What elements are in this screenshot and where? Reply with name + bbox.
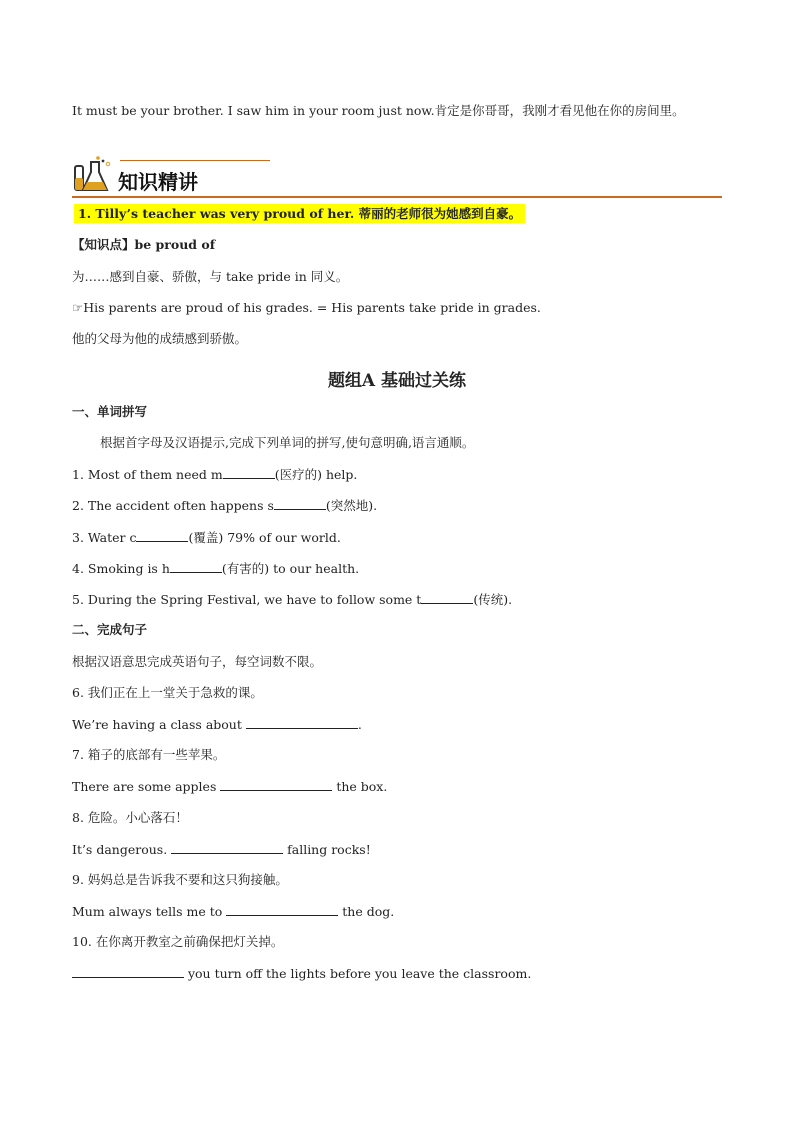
question-chinese: 10. 在你离开教室之前确保把灯关掉。 bbox=[72, 934, 284, 949]
answer-blank[interactable] bbox=[72, 965, 184, 978]
list-item: 4. Smoking is h (有害的) to our health. bbox=[72, 561, 360, 576]
list-item: There are some apples the box. bbox=[72, 779, 388, 794]
list-item: We’re having a class about . bbox=[72, 717, 362, 732]
answer-blank[interactable] bbox=[274, 497, 326, 510]
knowledge-meaning: 为……感到自豪、骄傲，与 take pride in 同义。 bbox=[72, 269, 349, 284]
part2-heading: 二、完成句子 bbox=[72, 622, 148, 637]
part1-heading: 一、单词拼写 bbox=[72, 404, 148, 419]
answer-blank[interactable] bbox=[171, 841, 283, 854]
section-header bbox=[72, 152, 722, 198]
question-chinese: 9. 妈妈总是告诉我不要和这只狗接触。 bbox=[72, 872, 288, 887]
answer-blank[interactable] bbox=[170, 560, 222, 573]
part1-instruction: 根据首字母及汉语提示,完成下列单词的拼写,使句意明确,语言通顺。 bbox=[100, 435, 475, 450]
header-bottom-rule bbox=[72, 196, 722, 198]
answer-blank[interactable] bbox=[136, 529, 188, 542]
example-chinese: 他的父母为他的成绩感到骄傲。 bbox=[72, 331, 248, 346]
answer-blank[interactable] bbox=[220, 778, 332, 791]
part2-instruction: 根据汉语意思完成英语句子，每空词数不限。 bbox=[72, 654, 323, 669]
header-top-rule bbox=[120, 160, 270, 161]
list-item: 2. The accident often happens s (突然地). bbox=[72, 498, 378, 513]
highlighted-sentence: 1. Tilly’s teacher was very proud of her. 蒂丽的老师很为她感到自豪。 bbox=[74, 204, 525, 223]
list-item: It’s dangerous. falling rocks! bbox=[72, 842, 371, 857]
intro-sentence: It must be your brother. I saw him in your room just now.肯定是你哥哥，我刚才看见他在你的房间里。 bbox=[72, 103, 685, 118]
question-chinese: 8. 危险。小心落石！ bbox=[72, 810, 188, 825]
answer-blank[interactable] bbox=[421, 591, 473, 604]
answer-blank[interactable] bbox=[246, 716, 358, 729]
example-english: ☞His parents are proud of his grades. = His parents take pride in grades. bbox=[72, 300, 541, 315]
list-item: 3. Water c (覆盖) 79% of our world. bbox=[72, 530, 341, 545]
flask-icon bbox=[72, 156, 116, 196]
answer-blank[interactable] bbox=[223, 466, 275, 479]
question-chinese: 6. 我们正在上一堂关于急救的课。 bbox=[72, 685, 263, 700]
question-chinese: 7. 箱子的底部有一些苹果。 bbox=[72, 747, 226, 762]
list-item: 1. Most of them need m (医疗的) help. bbox=[72, 467, 358, 482]
group-title: 题组A 基础过关练 bbox=[327, 371, 467, 391]
answer-blank[interactable] bbox=[226, 903, 338, 916]
section-title: 知识精讲 bbox=[118, 170, 198, 194]
knowledge-point-sentence bbox=[74, 206, 525, 222]
knowledge-label: 【知识点】be proud of bbox=[72, 237, 216, 252]
list-item: you turn off the lights before you leave the classroom. bbox=[72, 965, 531, 982]
list-item: 5. During the Spring Festival, we have to follow some t (传统). bbox=[72, 592, 513, 607]
list-item: Mum always tells me to the dog. bbox=[72, 904, 395, 919]
